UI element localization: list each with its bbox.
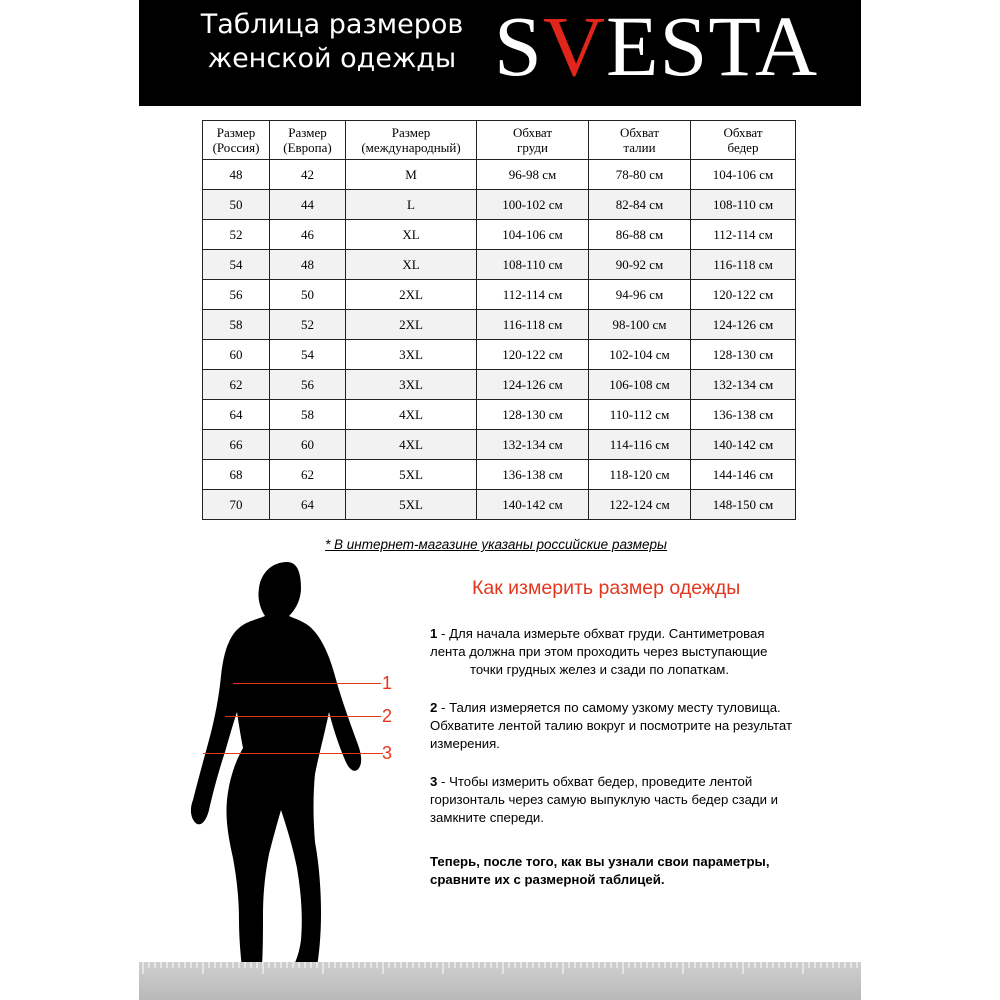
table-cell-waist: 82-84 см bbox=[589, 190, 691, 220]
table-cell-size-europe: 64 bbox=[270, 490, 346, 520]
table-cell-size-russia: 56 bbox=[203, 280, 270, 310]
table-cell-waist: 106-108 см bbox=[589, 370, 691, 400]
instruction-chest-line2: лента должна при этом проходить через выступающие bbox=[430, 644, 768, 659]
size-table bbox=[202, 120, 796, 520]
measure-marker-2: 2 bbox=[382, 706, 393, 726]
table-cell-hips: 112-114 см bbox=[691, 220, 796, 250]
table-cell-size-international: XL bbox=[346, 250, 477, 280]
table-cell-waist: 110-112 см bbox=[589, 400, 691, 430]
size-table-header-row bbox=[203, 121, 796, 160]
measure-line-hips bbox=[203, 753, 383, 754]
table-cell-size-europe: 44 bbox=[270, 190, 346, 220]
instruction-waist bbox=[430, 699, 850, 753]
table-cell-size-russia: 54 bbox=[203, 250, 270, 280]
instruction-waist-line1: - Талия измеряется по самому узкому месту туловища. bbox=[437, 700, 781, 715]
table-cell-hips: 108-110 см bbox=[691, 190, 796, 220]
table-row bbox=[203, 340, 796, 370]
table-cell-bust: 108-110 см bbox=[477, 250, 589, 280]
table-cell-size-international: 3XL bbox=[346, 370, 477, 400]
table-cell-bust: 112-114 см bbox=[477, 280, 589, 310]
table-cell-hips: 144-146 см bbox=[691, 460, 796, 490]
header-title-line2: женской одежды bbox=[207, 43, 457, 74]
table-cell-size-international: 5XL bbox=[346, 490, 477, 520]
table-cell-size-europe: 62 bbox=[270, 460, 346, 490]
how-to-measure-title: Как измерить размер одежды bbox=[472, 577, 741, 599]
table-cell-size-international: M bbox=[346, 160, 477, 190]
table-cell-size-europe: 54 bbox=[270, 340, 346, 370]
table-cell-hips: 148-150 см bbox=[691, 490, 796, 520]
table-cell-size-russia: 50 bbox=[203, 190, 270, 220]
table-cell-size-international: XL bbox=[346, 220, 477, 250]
table-row bbox=[203, 310, 796, 340]
table-cell-size-europe: 50 bbox=[270, 280, 346, 310]
table-cell-waist: 122-124 см bbox=[589, 490, 691, 520]
header-title bbox=[177, 8, 487, 76]
table-cell-hips: 104-106 см bbox=[691, 160, 796, 190]
table-cell-size-international: 3XL bbox=[346, 340, 477, 370]
table-cell-size-europe: 60 bbox=[270, 430, 346, 460]
table-cell-size-russia: 64 bbox=[203, 400, 270, 430]
table-cell-size-international: 4XL bbox=[346, 400, 477, 430]
brand-letter-s: S bbox=[494, 0, 543, 94]
table-cell-hips: 140-142 см bbox=[691, 430, 796, 460]
table-row bbox=[203, 430, 796, 460]
instruction-chest-line1: - Для начала измерьте обхват груди. Сантиметровая bbox=[437, 626, 765, 641]
table-cell-bust: 132-134 см bbox=[477, 430, 589, 460]
header-banner bbox=[139, 0, 861, 106]
header-cell-hips: Обхват бедер bbox=[691, 121, 796, 160]
table-cell-bust: 124-126 см bbox=[477, 370, 589, 400]
table-cell-size-russia: 68 bbox=[203, 460, 270, 490]
table-cell-bust: 96-98 см bbox=[477, 160, 589, 190]
instruction-chest-line3: точки грудных желез и сзади по лопаткам. bbox=[470, 662, 730, 677]
table-row bbox=[203, 250, 796, 280]
measure-line-chest bbox=[233, 683, 381, 684]
table-cell-size-russia: 52 bbox=[203, 220, 270, 250]
header-cell-size-russia: Размер (Россия) bbox=[203, 121, 270, 160]
table-cell-size-international: 2XL bbox=[346, 280, 477, 310]
table-cell-size-international: 4XL bbox=[346, 430, 477, 460]
table-cell-hips: 124-126 см bbox=[691, 310, 796, 340]
table-cell-bust: 140-142 см bbox=[477, 490, 589, 520]
instruction-final-line1: Теперь, после того, как вы узнали свои параметры, bbox=[430, 854, 770, 869]
table-cell-bust: 104-106 см bbox=[477, 220, 589, 250]
measure-line-waist bbox=[225, 716, 381, 717]
table-cell-size-international: 2XL bbox=[346, 310, 477, 340]
table-cell-size-russia: 62 bbox=[203, 370, 270, 400]
footnote: * В интернет-магазине указаны российские размеры bbox=[325, 537, 667, 552]
table-row bbox=[203, 190, 796, 220]
table-row bbox=[203, 400, 796, 430]
instruction-final bbox=[430, 853, 850, 889]
table-row bbox=[203, 280, 796, 310]
table-cell-bust: 136-138 см bbox=[477, 460, 589, 490]
table-cell-size-russia: 48 bbox=[203, 160, 270, 190]
size-table-body bbox=[203, 160, 796, 520]
header-cell-size-europe: Размер (Европа) bbox=[270, 121, 346, 160]
table-cell-size-europe: 42 bbox=[270, 160, 346, 190]
header-title-line1: Таблица размеров bbox=[200, 9, 464, 40]
table-cell-waist: 102-104 см bbox=[589, 340, 691, 370]
instruction-chest-number: 1 bbox=[430, 626, 438, 641]
table-cell-size-international: L bbox=[346, 190, 477, 220]
table-row bbox=[203, 160, 796, 190]
woman-silhouette-icon bbox=[169, 548, 409, 1000]
instruction-waist-number: 2 bbox=[430, 700, 438, 715]
instruction-chest bbox=[430, 625, 830, 679]
header-cell-size-international: Размер (международный) bbox=[346, 121, 477, 160]
table-cell-size-international: 5XL bbox=[346, 460, 477, 490]
brand-letter-v: V bbox=[542, 0, 606, 94]
measure-marker-1: 1 bbox=[382, 673, 393, 693]
instruction-hips-line2: горизонталь через самую выпуклую часть бедер сзади и bbox=[430, 792, 779, 807]
table-cell-hips: 116-118 см bbox=[691, 250, 796, 280]
table-cell-hips: 120-122 см bbox=[691, 280, 796, 310]
table-cell-waist: 78-80 см bbox=[589, 160, 691, 190]
table-cell-waist: 118-120 см bbox=[589, 460, 691, 490]
table-row bbox=[203, 460, 796, 490]
table-cell-size-russia: 66 bbox=[203, 430, 270, 460]
table-cell-size-europe: 58 bbox=[270, 400, 346, 430]
table-cell-bust: 128-130 см bbox=[477, 400, 589, 430]
instruction-hips-line3: замкните спереди. bbox=[430, 810, 544, 825]
table-cell-bust: 120-122 см bbox=[477, 340, 589, 370]
instruction-hips-number: 3 bbox=[430, 774, 438, 789]
instruction-hips bbox=[430, 773, 850, 827]
table-cell-bust: 100-102 см bbox=[477, 190, 589, 220]
table-cell-waist: 90-92 см bbox=[589, 250, 691, 280]
table-cell-size-russia: 70 bbox=[203, 490, 270, 520]
instruction-waist-line2: Обхватите лентой талию вокруг и посмотрите на результат bbox=[430, 718, 793, 733]
measure-marker-3: 3 bbox=[382, 743, 393, 763]
instruction-hips-line1: - Чтобы измерить обхват бедер, проведите лентой bbox=[437, 774, 753, 789]
table-cell-size-europe: 46 bbox=[270, 220, 346, 250]
measuring-tape-icon bbox=[139, 962, 861, 1000]
table-cell-size-europe: 48 bbox=[270, 250, 346, 280]
table-row bbox=[203, 220, 796, 250]
table-row bbox=[203, 370, 796, 400]
table-cell-bust: 116-118 см bbox=[477, 310, 589, 340]
instruction-final-line2: сравните их с размерной таблицей. bbox=[430, 872, 665, 887]
table-cell-hips: 128-130 см bbox=[691, 340, 796, 370]
brand-logo bbox=[494, 0, 818, 96]
header-cell-bust: Обхват груди bbox=[477, 121, 589, 160]
table-cell-waist: 94-96 см bbox=[589, 280, 691, 310]
table-cell-hips: 136-138 см bbox=[691, 400, 796, 430]
table-cell-hips: 132-134 см bbox=[691, 370, 796, 400]
instruction-waist-line3: измерения. bbox=[430, 736, 500, 751]
size-chart-page bbox=[139, 0, 861, 1000]
brand-letters-rest: ESTA bbox=[605, 0, 819, 94]
table-cell-size-europe: 52 bbox=[270, 310, 346, 340]
table-row bbox=[203, 490, 796, 520]
table-cell-waist: 114-116 см bbox=[589, 430, 691, 460]
table-cell-size-russia: 60 bbox=[203, 340, 270, 370]
table-cell-size-russia: 58 bbox=[203, 310, 270, 340]
table-cell-size-europe: 56 bbox=[270, 370, 346, 400]
table-cell-waist: 86-88 см bbox=[589, 220, 691, 250]
header-cell-waist: Обхват талии bbox=[589, 121, 691, 160]
table-cell-waist: 98-100 см bbox=[589, 310, 691, 340]
